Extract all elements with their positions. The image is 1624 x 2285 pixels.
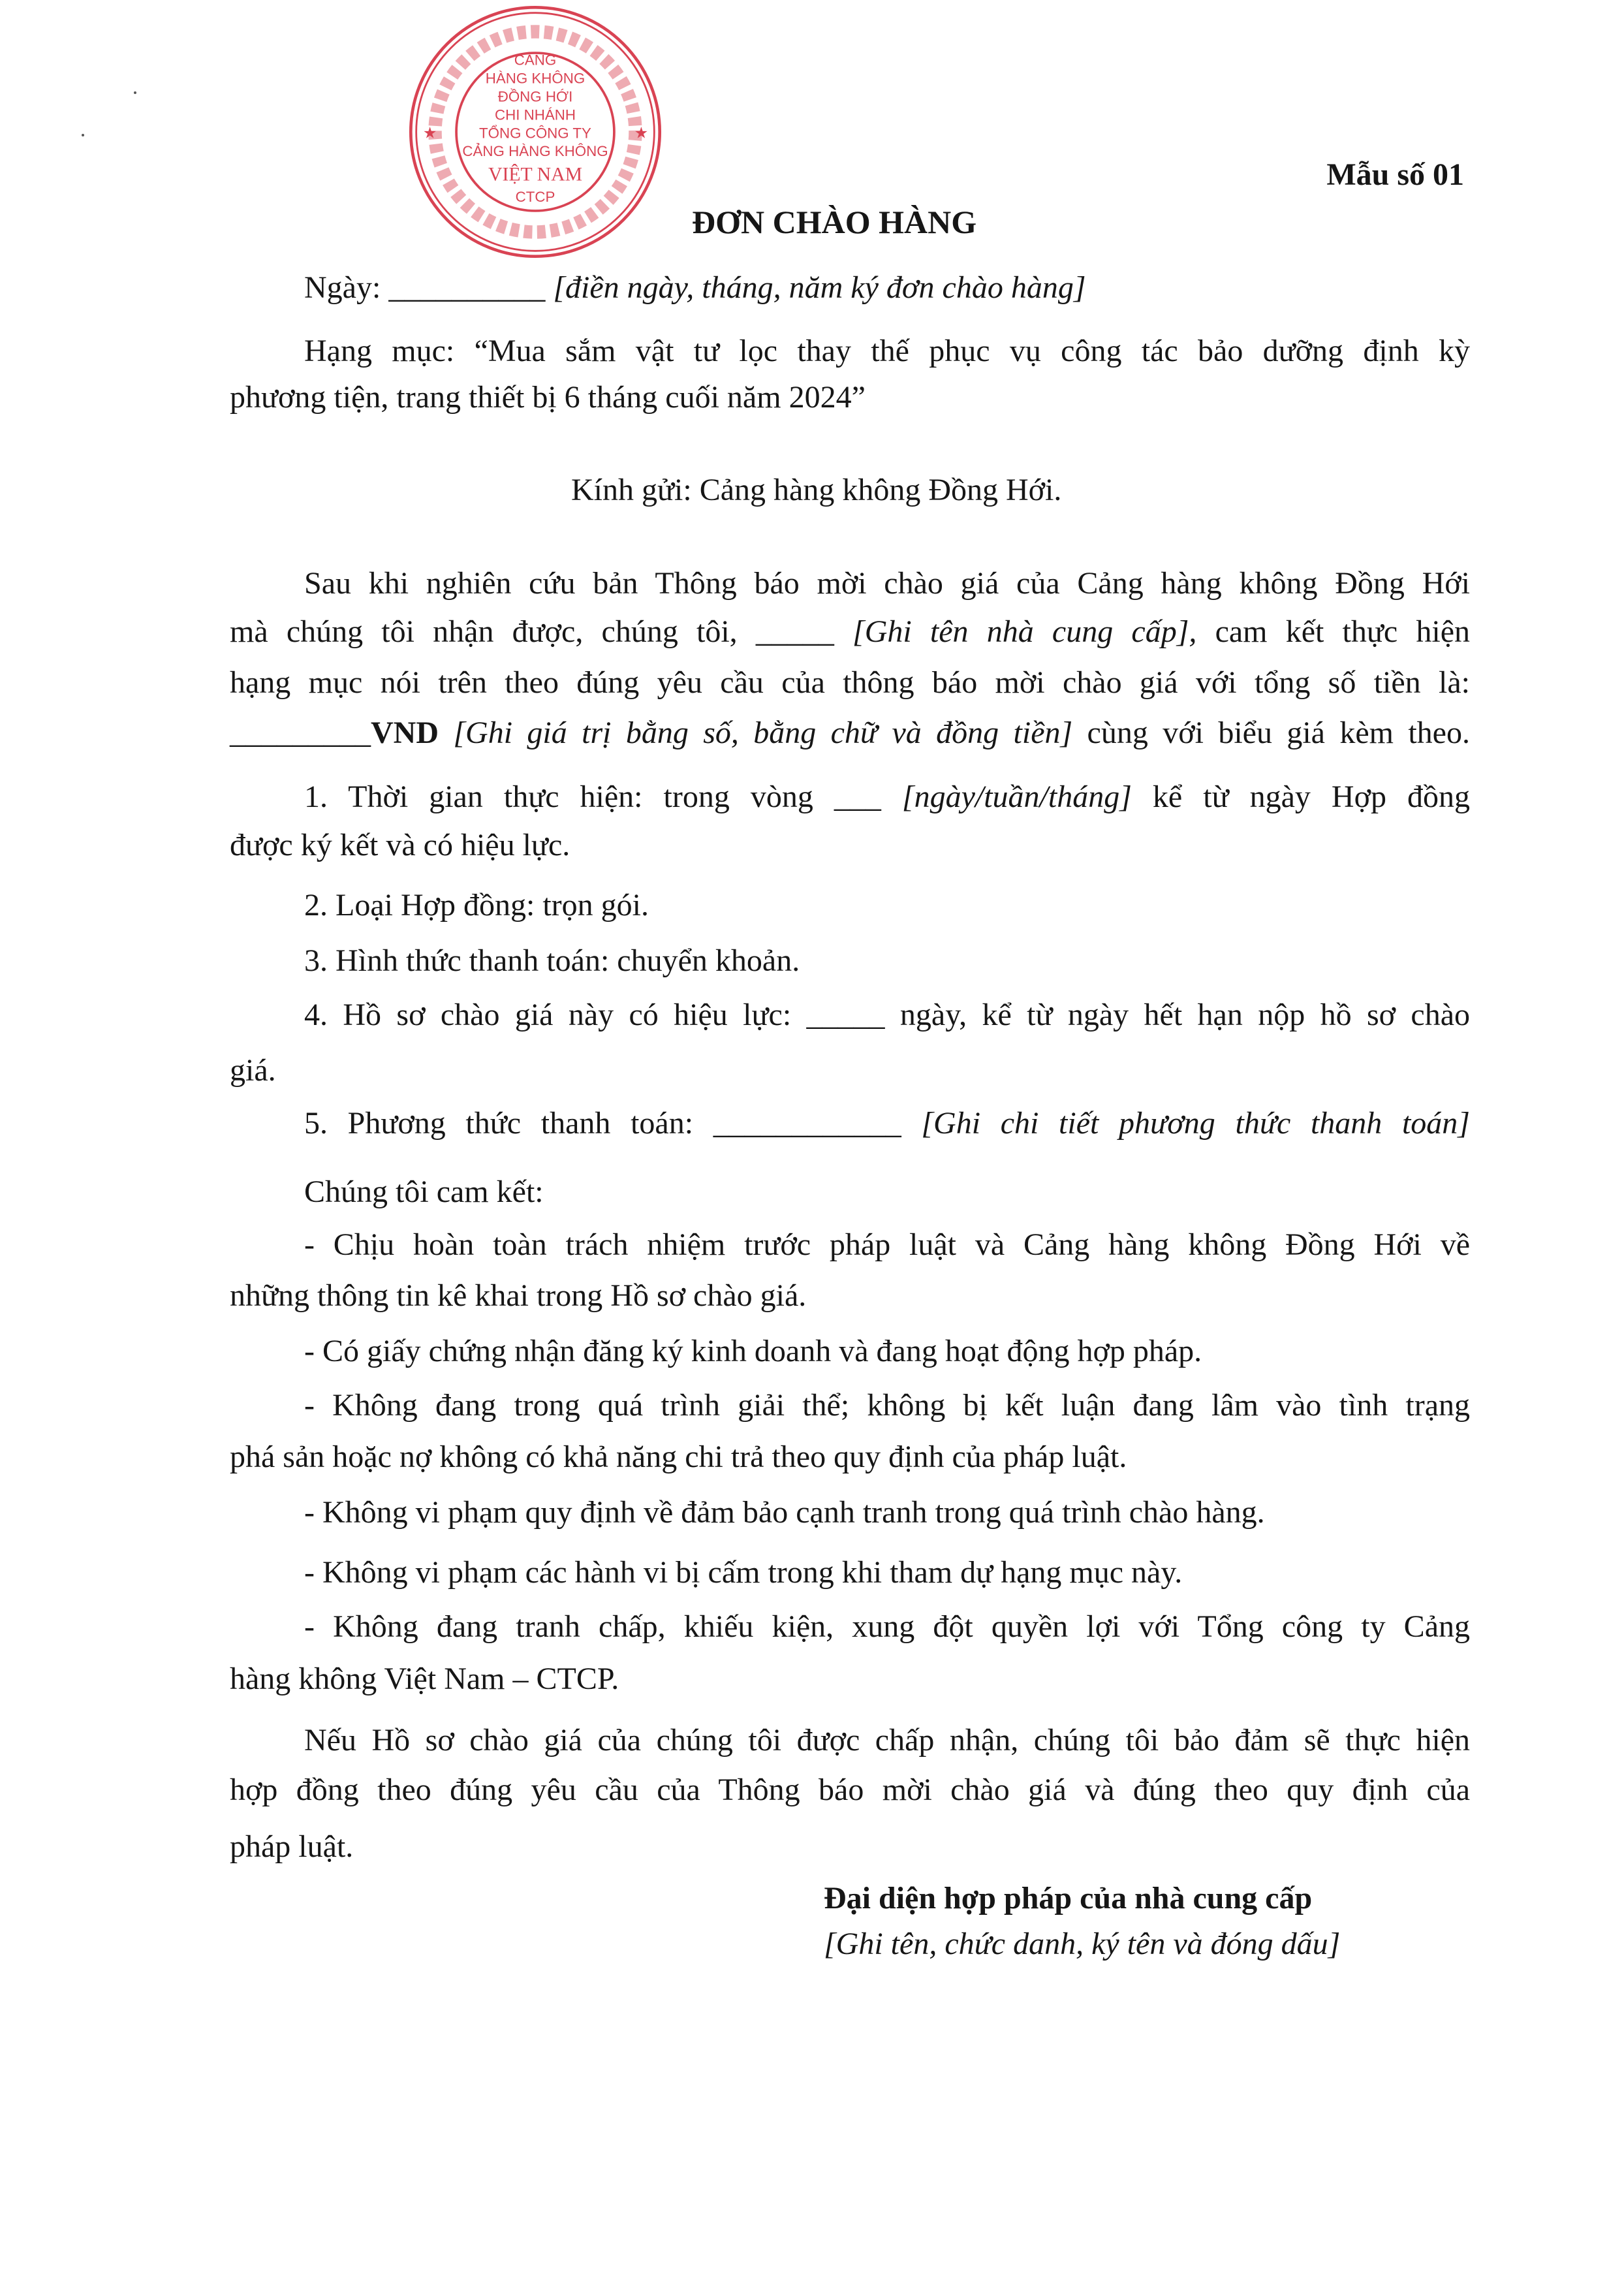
supplier-hint: [Ghi tên nhà cung cấp], <box>852 614 1197 649</box>
term-5 <box>304 1104 1470 1143</box>
currency: VND <box>371 716 439 750</box>
seal-center-line: CHI NHÁNH <box>495 106 576 123</box>
commitment-5: - Không vi phạm các hành vi bị cấm trong khi tham dự hạng mục này. <box>304 1555 1183 1590</box>
amount-hint: [Ghi giá trị bằng số, bằng chữ và đồng tiền] <box>439 716 1073 750</box>
date-hint: [điền ngày, tháng, năm ký đơn chào hàng] <box>553 270 1086 305</box>
item-line-1: Hạng mục: “Mua sắm vật tư lọc thay thế phục vụ công tác bảo dưỡng định kỳ <box>304 334 1470 368</box>
term-5-hint: [Ghi chi tiết phương thức thanh toán] <box>921 1106 1470 1141</box>
star-icon: ★ <box>634 124 649 142</box>
date-line <box>304 268 1086 307</box>
form-number: Mẫu số 01 <box>1326 157 1464 192</box>
star-icon: ★ <box>422 124 437 142</box>
item-line-2: phương tiện, trang thiết bị 6 tháng cuối năm 2024” <box>230 380 866 415</box>
document-title: ĐƠN CHÀO HÀNG <box>692 204 977 240</box>
recipient: Kính gửi: Cảng hàng không Đồng Hới. <box>571 473 1062 507</box>
closing-line-3: pháp luật. <box>230 1829 354 1864</box>
commitment-1: - Chịu hoàn toàn trách nhiệm trước pháp luật và Cảng hàng không Đồng Hới về <box>304 1227 1470 1262</box>
signature-title: Đại diện hợp pháp của nhà cung cấp <box>824 1881 1313 1915</box>
seal-center-line: CẢNG <box>514 52 557 69</box>
term-4-line-2: giá. <box>230 1053 276 1088</box>
scan-speck <box>134 91 136 94</box>
closing-line-2: hợp đồng theo đúng yêu cầu của Thông báo mời chào giá và đúng theo quy định của <box>230 1773 1470 1807</box>
commitment-1-line-2: những thông tin kê khai trong Hồ sơ chào giá. <box>230 1278 807 1313</box>
intro-line-1: Sau khi nghiên cứu bản Thông báo mời chào giá của Cảng hàng không Đồng Hới <box>304 566 1470 601</box>
date-label: Ngày: <box>304 270 389 305</box>
intro-text: mà chúng tôi nhận được, chúng tôi, _____ <box>230 614 853 649</box>
commitment-3: - Không đang trong quá trình giải thể; không bị kết luận đang lâm vào tình trạng <box>304 1388 1470 1423</box>
commitment-6-line-2: hàng không Việt Nam – CTCP. <box>230 1662 619 1696</box>
intro-line-4 <box>230 714 1470 753</box>
seal-center-line: CẢNG HÀNG KHÔNG <box>462 143 608 160</box>
intro-line-3: hạng mục nói trên theo đúng yêu cầu của thông báo mời chào giá với tổng số tiền là: <box>230 665 1470 700</box>
seal-center-line: VIỆT NAM <box>488 163 583 185</box>
term-1-text: kể từ ngày Hợp đồng <box>1131 780 1470 814</box>
term-1-hint: [ngày/tuần/tháng] <box>901 780 1132 814</box>
term-5-text: 5. Phương thức thanh toán: ____________ <box>304 1106 922 1141</box>
commitment-4: - Không vi phạm quy định về đảm bảo cạnh tranh trong quá trình chào hàng. <box>304 1495 1265 1530</box>
seal-center-line: HÀNG KHÔNG <box>485 70 586 87</box>
seal-center-line: ĐỒNG HỚI <box>497 88 573 105</box>
seal-center-line: CTCP <box>515 188 555 205</box>
seal-center-line: TỔNG CÔNG TY <box>479 125 591 142</box>
commitments-heading: Chúng tôi cam kết: <box>304 1174 544 1209</box>
term-1-line-2: được ký kết và có hiệu lực. <box>230 828 570 862</box>
closing-line-1: Nếu Hồ sơ chào giá của chúng tôi được chấp nhận, chúng tôi bảo đảm sẽ thực hiện <box>304 1723 1470 1757</box>
intro-text: cùng với biểu giá kèm theo. <box>1072 716 1470 750</box>
term-1 <box>304 778 1470 817</box>
term-2: 2. Loại Hợp đồng: trọn gói. <box>304 888 649 922</box>
intro-line-2 <box>230 612 1470 652</box>
term-3: 3. Hình thức thanh toán: chuyển khoản. <box>304 943 800 978</box>
signature-hint: [Ghi tên, chức danh, ký tên và đóng dấu] <box>824 1927 1341 1961</box>
commitment-3-line-2: phá sản hoặc nợ không có khả năng chi trả theo quy định của pháp luật. <box>230 1440 1127 1474</box>
date-blank: __________ <box>388 270 554 305</box>
scan-speck <box>82 134 84 136</box>
term-1-text: 1. Thời gian thực hiện: trong vòng ___ <box>304 780 902 814</box>
commitment-2: - Có giấy chứng nhận đăng ký kinh doanh và đang hoạt động hợp pháp. <box>304 1334 1202 1368</box>
commitment-6: - Không đang tranh chấp, khiếu kiện, xung đột quyền lợi với Tổng công ty Cảng <box>304 1609 1470 1644</box>
amount-blank: _________ <box>230 716 371 750</box>
intro-text: cam kết thực hiện <box>1196 614 1470 649</box>
term-4: 4. Hồ sơ chào giá này có hiệu lực: _____ ngày, kể từ ngày hết hạn nộp hồ sơ chào <box>304 998 1470 1032</box>
company-seal <box>405 1 666 262</box>
